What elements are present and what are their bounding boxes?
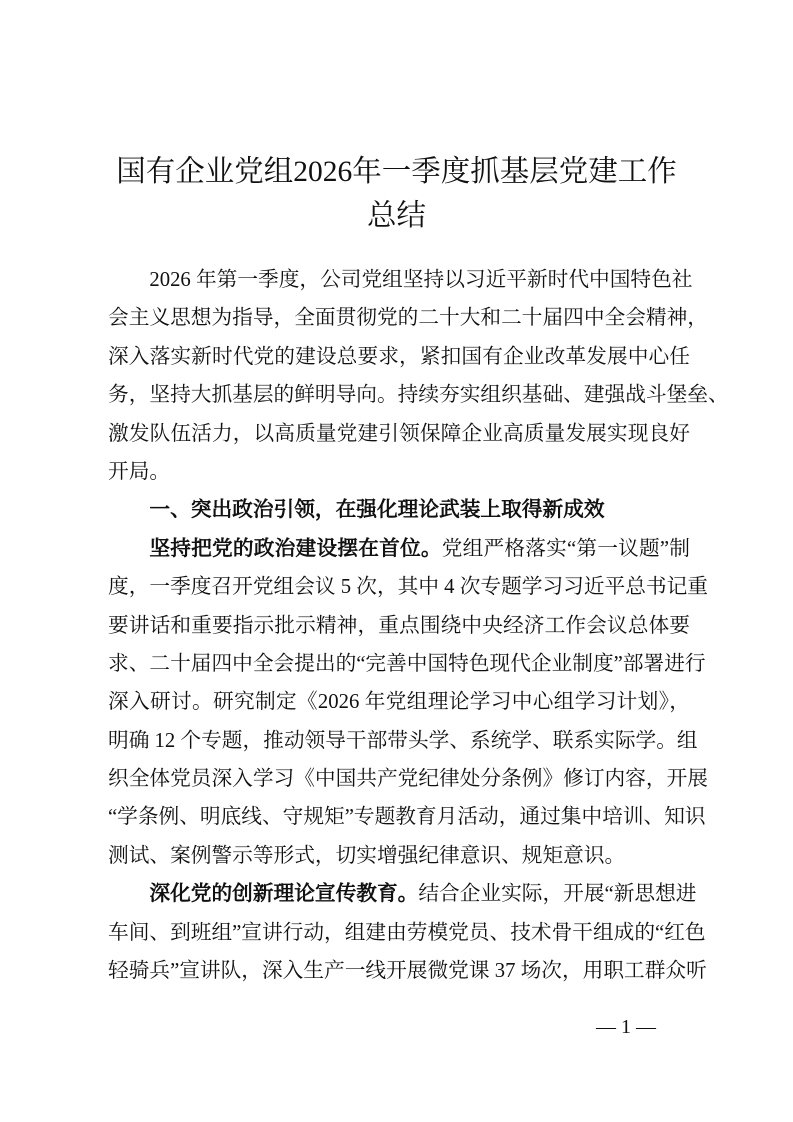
line-text: 结合企业实际，开展“新思想进 xyxy=(418,883,697,906)
lead-sentence: 坚持把党的政治建设摆在首位。 xyxy=(149,537,442,560)
line-text: 党组严格落实“第一议题”制 xyxy=(441,537,690,560)
text-line: 一、突出政治引领，在强化理论武装上取得新成效 xyxy=(149,498,605,522)
text-line: 求、二十届四中全会提出的“完善中国特色现代企业制度”部署进行 xyxy=(108,652,706,675)
text-line: 2026 年第一季度，公司党组坚持以习近平新时代中国特色社 xyxy=(149,269,693,291)
text-line: 轻骑兵”宣讲队，深入生产一线开展微党课 37 场次，用职工群众听 xyxy=(108,960,707,983)
paragraph xyxy=(108,261,729,491)
text-line: “学条例、明底线、守规矩”专题教育月活动，通过集中培训、知识 xyxy=(108,806,706,829)
text-line: 务，坚持大抓基层的鲜明导向。持续夯实组织基础、建强战斗堡垒、 xyxy=(108,384,729,407)
text-line: 深入落实新时代党的建设总要求，紧扣国有企业改革发展中心任 xyxy=(108,345,690,368)
text-line: 深入研讨。研究制定《2026 年党组理论学习中心组学习计划》， xyxy=(108,691,690,714)
document-body xyxy=(108,261,729,990)
page-number: — 1 — xyxy=(596,1016,656,1038)
text-line xyxy=(108,530,690,568)
document-title-line-2: 总结 xyxy=(366,200,426,232)
text-line: 测试、案例警示等形式，切实增强纪律意识、规矩意识。 xyxy=(108,844,626,867)
text-line xyxy=(108,875,697,913)
document-title-line-1: 国有企业党组2026年一季度抓基层党建工作 xyxy=(116,156,677,188)
text-line: 激发队伍活力，以高质量党建引领保障企业高质量发展实现良好 xyxy=(108,422,690,445)
text-line: 开局。 xyxy=(108,460,171,483)
text-line: 织全体党员深入学习《中国共产党纪律处分条例》修订内容，开展 xyxy=(108,768,708,791)
text-line: 明确 12 个专题，推动领导干部带头学、系统学、联系实际学。组 xyxy=(108,729,698,752)
text-line: 车间、到班组”宣讲行动，组建由劳模党员、技术骨干组成的“红色 xyxy=(108,921,706,944)
text-line: 度，一季度召开党组会议 5 次，其中 4 次专题学习习近平总书记重 xyxy=(108,576,708,599)
paragraph xyxy=(108,530,708,876)
section-heading xyxy=(108,491,690,529)
lead-sentence: 深化党的创新理论宣传教育。 xyxy=(149,883,419,906)
text-line: 要讲话和重要指示批示精神，重点围绕中央经济工作会议总体要 xyxy=(108,614,690,637)
paragraph xyxy=(108,875,707,990)
text-line: 会主义思想为指导，全面贯彻党的二十大和二十届四中全会精神， xyxy=(108,307,708,330)
